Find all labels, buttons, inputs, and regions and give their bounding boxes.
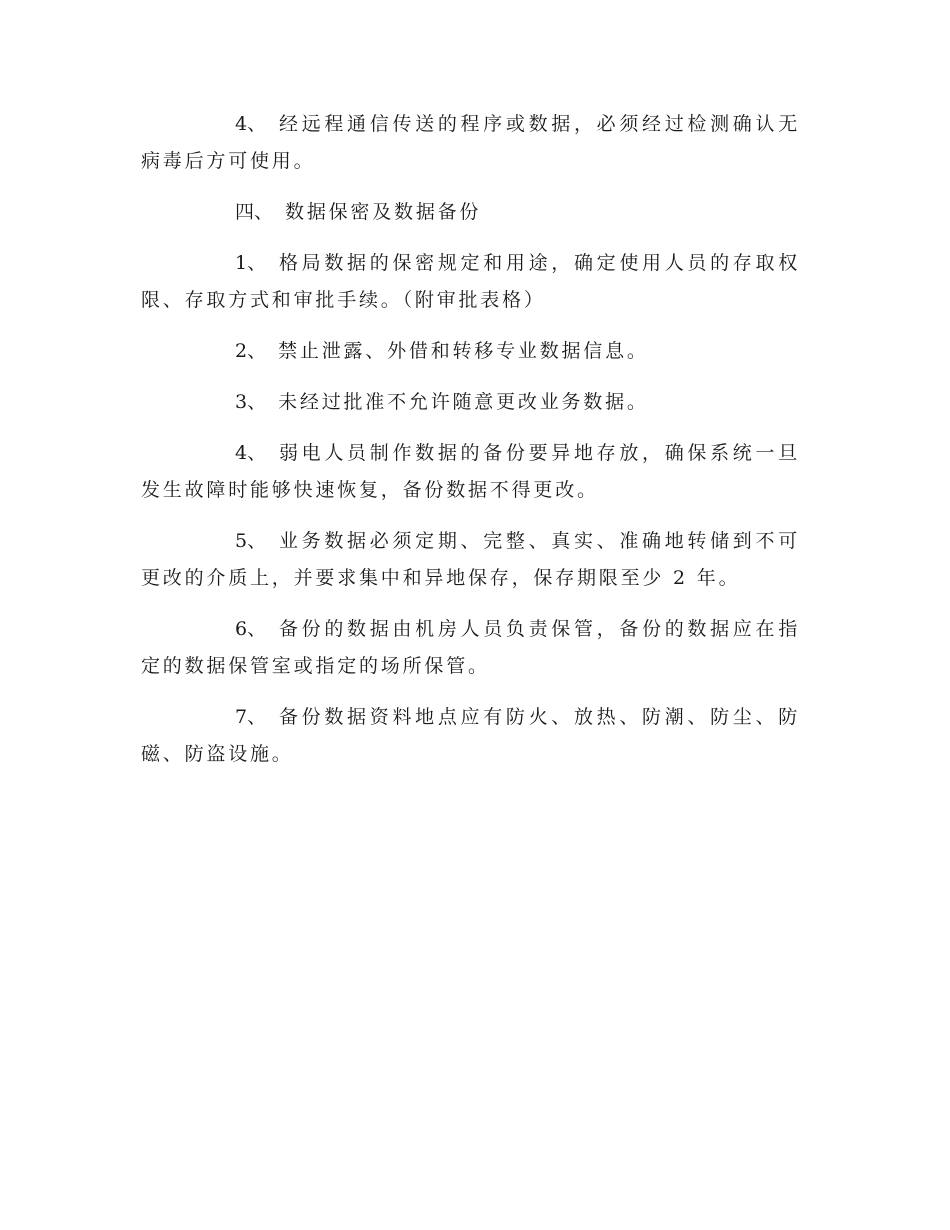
item-text: 格局数据的保密规定和用途，确定使用人员的存取权限、存取方式和审批手续。（附审批表格） — [141, 252, 800, 311]
item-text: 未经过批准不允许随意更改业务数据。 — [278, 391, 649, 413]
item-6-backup-custody — [141, 611, 800, 685]
item-3-no-modify — [141, 384, 800, 421]
section-number: 四、 — [235, 201, 274, 223]
item-text: 备份数据资料地点应有防火、放热、防潮、防尘、防磁、防盗设施。 — [141, 706, 800, 765]
item-number: 7、 — [235, 706, 267, 728]
item-number: 1、 — [235, 252, 267, 274]
item-1-access-rights — [141, 245, 800, 319]
item-text: 经远程通信传送的程序或数据，必须经过检测确认无病毒后方可使用。 — [141, 113, 800, 172]
item-number: 3、 — [235, 391, 267, 413]
item-text: 备份的数据由机房人员负责保管，备份的数据应在指定的数据保管室或指定的场所保管。 — [141, 618, 800, 677]
item-number: 4、 — [235, 113, 267, 135]
item-number: 4、 — [235, 442, 267, 464]
item-2-no-leak — [141, 333, 800, 370]
section-heading-data-confidentiality — [141, 194, 800, 231]
item-number: 2、 — [235, 340, 267, 362]
item-5-data-dump — [141, 523, 800, 597]
item-text: 弱电人员制作数据的备份要异地存放，确保系统一旦发生故障时能够快速恢复，备份数据不得更改。 — [141, 442, 800, 501]
item-number: 6、 — [235, 618, 267, 640]
item-4-offsite-backup — [141, 435, 800, 509]
item-7-backup-facilities — [141, 699, 800, 773]
item-text: 业务数据必须定期、完整、真实、准确地转储到不可更改的介质上，并要求集中和异地保存，保存期限至少 2 年。 — [141, 530, 800, 589]
section-title: 数据保密及数据备份 — [285, 201, 482, 223]
item-4-remote-transfer — [141, 106, 800, 180]
item-number: 5、 — [235, 530, 267, 552]
item-text: 禁止泄露、外借和转移专业数据信息。 — [278, 340, 649, 362]
